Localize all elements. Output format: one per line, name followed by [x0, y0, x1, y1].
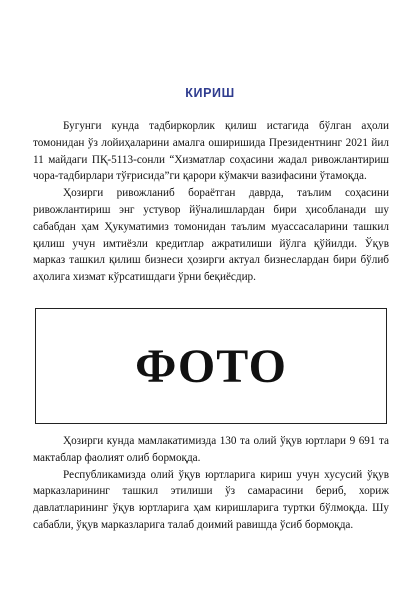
body-text-block — [33, 433, 389, 534]
paragraph: Ҳозирги кунда мамлакатимизда 130 та олий ўқув юртлари 9 691 та мактаблар фаолият олиб бормоқда. — [33, 435, 389, 464]
paragraph: Бугунги кунда тадбиркорлик қилиш истагида бўлган аҳоли томонидан ўз лойиҳаларини амалга оширишида Президентнинг 2021 йил 11 майдаги ПҚ-5113-сонли “Хизматлар соҳасини жадал ривожлантириш чора-тадбирлари тўғрисида”ги қарори кўмакчи вазифасини ўтамоқда. — [33, 120, 389, 183]
paragraph: Ҳозирги ривожланиб бораётган даврда, таълим соҳасини ривожлантириш энг устувор йўналишлардан бири ҳисобланади шу сабабдан ҳам Ҳукуматимиз томонидан таълим муассасаларини ташкил қилиш учун имтиёзли кредитлар ажратилиши йўлга қўйилди. Ўқув марказ ташкил қилиш бизнеси ҳозирги актуал бизнеслардан бири бўлиб аҳолига хизмат кўрсатишдаги ўрни беқиёсдир. — [33, 187, 389, 284]
page-title: КИРИШ — [185, 86, 235, 100]
intro-text-block — [33, 118, 389, 286]
photo-placeholder — [35, 308, 387, 424]
paragraph: Республикамизда олий ўқув юртларига кириш учун хусусий ўқув марказларининг ташкил этилиши ўз самарасини бериб, хориж давлатларининг ўқув юртларига ҳам киришларига туртки бўлмоқда. Шу сабабли, ўқув марказларига талаб доимий равишда ўсиб бормоқда. — [33, 468, 389, 531]
photo-label: ФОТО — [135, 339, 287, 393]
